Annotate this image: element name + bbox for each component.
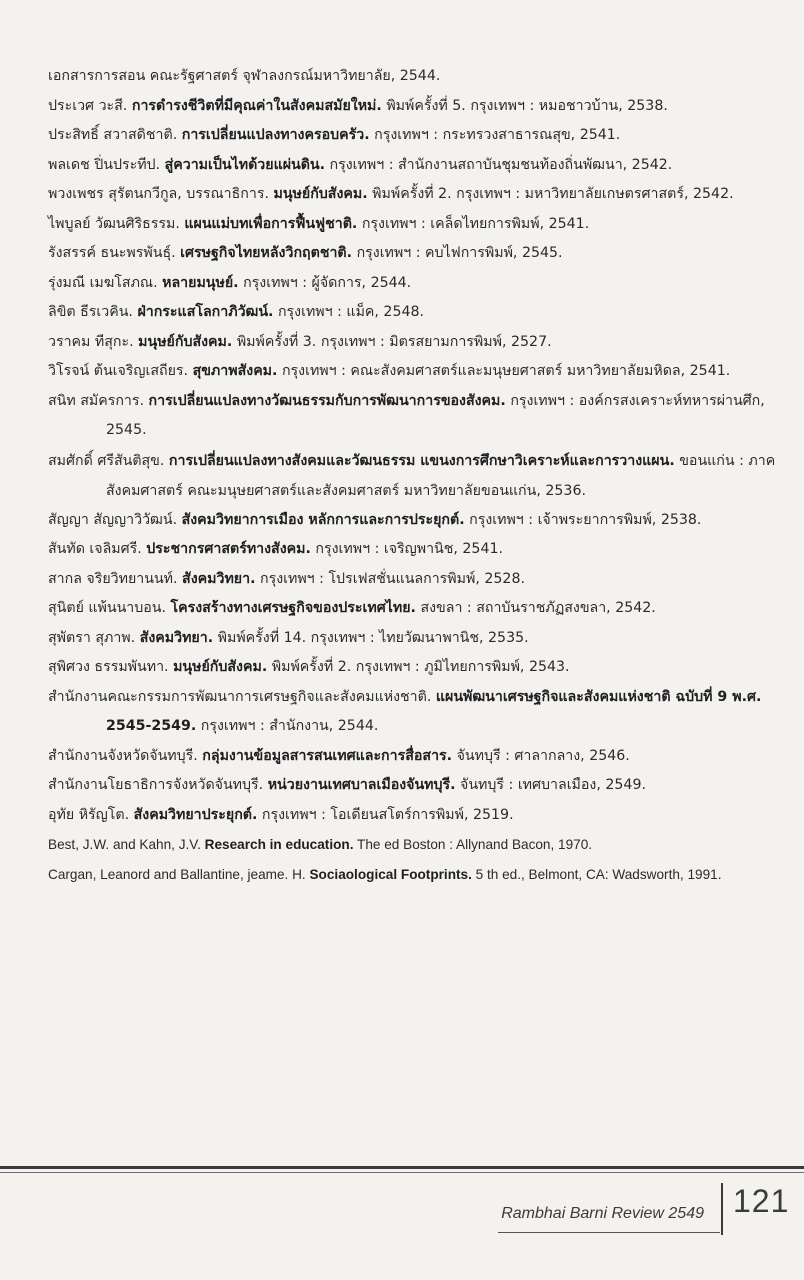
reference-entry: สำนักงานคณะกรรมการพัฒนาการเศรษฐกิจและสังคมแห่งชาติ. แผนพัฒนาเศรษฐกิจและสังคมแห่งชาติ ฉบับที่ 9 พ.ศ. 2545-2549. กรุงเทพฯ : สำนักงาน, 2544. [48, 688, 762, 734]
reference-entry: สัญญา สัญญาวิวัฒน์. สังคมวิทยาการเมือง หลักการและการประยุกต์. กรุงเทพฯ : เจ้าพระยาการพิมพ์, 2538. [48, 511, 702, 528]
page-number-divider [721, 1183, 723, 1235]
reference-entry: Cargan, Leanord and Ballantine, jeame. H. Sociaological Footprints. 5 th ed., Belmont, CA: Wadsworth, 1991. [48, 866, 722, 882]
reference-entry: วราคม ทีสุกะ. มนุษย์กับสังคม. พิมพ์ครั้งที่ 3. กรุงเทพฯ : มิตรสยามการพิมพ์, 2527. [48, 333, 552, 350]
reference-entry: สำนักงานโยธาธิการจังหวัดจันทบุรี. หน่วยงานเทศบาลเมืองจันทบุรี. จันทบุรี : เทศบาลเมือง, 2549. [48, 777, 646, 793]
reference-entry: สุนิตย์ แพ้นนาบอน. โครงสร้างทางเศรษฐกิจของประเทศไทย. สงขลา : สถาบันราชภัฏสงขลา, 2542. [48, 600, 656, 616]
reference-entry: พวงเพชร สุรัตนกวีกูล, บรรณาธิการ. มนุษย์กับสังคม. พิมพ์ครั้งที่ 2. กรุงเทพฯ : มหาวิทยาลัยเกษตรศาสตร์, 2542. [48, 186, 734, 202]
reference-entry: ลิขิต ธีรเวคิน. ฝ่ากระแสโลกาภิวัฒน์. กรุงเทพฯ : แม็ค, 2548. [48, 304, 425, 320]
reference-entry: สากล จริยวิทยานนท์. สังคมวิทยา. กรุงเทพฯ : โปรเฟสชั่นแนลการพิมพ์, 2528. [48, 570, 525, 587]
page-number: 121 [733, 1183, 790, 1219]
reference-entry: เอกสารการสอน คณะรัฐศาสตร์ จุฬาลงกรณ์มหาวิทยาลัย, 2544. [48, 68, 441, 84]
reference-entry: สันทัด เจลิมศรี. ประชากรศาสตร์ทางสังคม. กรุงเทพฯ : เจริญพานิช, 2541. [48, 541, 504, 557]
journal-title: Rambhai Barni Review 2549 [501, 1205, 704, 1222]
reference-entry: ไพบูลย์ วัฒนศิริธรรม. แผนแม่บทเพื่อการฟื้นฟูชาติ. กรุงเทพฯ : เคล็ดไทยการพิมพ์, 2541. [48, 215, 590, 232]
reference-entry: รังสรรค์ ธนะพรพันธุ์. เศรษฐกิจไทยหลังวิกฤตชาติ. กรุงเทพฯ : คบไฟการพิมพ์, 2545. [48, 245, 563, 261]
reference-entry: สุพิศวง ธรรมพันทา. มนุษย์กับสังคม. พิมพ์ครั้งที่ 2. กรุงเทพฯ : ภูมิไทยการพิมพ์, 2543. [48, 659, 570, 675]
reference-list [48, 62, 788, 889]
journal-underline [498, 1232, 720, 1233]
footer-rule-thin [0, 1172, 804, 1173]
reference-entry: อุทัย หิรัญโต. สังคมวิทยาประยุกต์. กรุงเทพฯ : โอเดียนสโตร์การพิมพ์, 2519. [48, 806, 514, 823]
reference-entry: ประเวศ วะสี. การดำรงชีวิตที่มีคุณค่าในสังคมสมัยใหม่. พิมพ์ครั้งที่ 5. กรุงเทพฯ : หมอชาวบ้าน, 2538. [48, 97, 668, 114]
reference-entry: สนิท สมัครการ. การเปลี่ยนแปลงทางวัฒนธรรมกับการพัฒนาการของสังคม. กรุงเทพฯ : องค์กรสงเคราะห์ทหารผ่านศึก, 2545. [48, 392, 765, 438]
reference-entry: พลเดช ปิ่นประทีป. สู่ความเป็นไทด้วยแผ่นดิน. กรุงเทพฯ : สำนักงานสถาบันชุมชนท้องถิ่นพัฒนา, 2542. [48, 156, 673, 173]
reference-entry: วิโรจน์ ต้นเจริญเสถียร. สุขภาพสังคม. กรุงเทพฯ : คณะสังคมศาสตร์และมนุษยศาสตร์ มหาวิทยาลัยมหิดล, 2541. [48, 363, 731, 379]
reference-entry: สุพัตรา สุภาพ. สังคมวิทยา. พิมพ์ครั้งที่ 14. กรุงเทพฯ : ไทยวัฒนาพานิช, 2535. [48, 629, 529, 646]
reference-entry: รุ่งมณี เมฆโสภณ. หลายมนุษย์. กรุงเทพฯ : ผู้จัดการ, 2544. [48, 274, 412, 291]
footer-rule [0, 1166, 804, 1169]
reference-entry: สำนักงานจังหวัดจันทบุรี. กลุ่มงานข้อมูลสารสนเทศและการสื่อสาร. จันทบุรี : ศาลากลาง, 2546. [48, 747, 630, 764]
reference-entry: Best, J.W. and Kahn, J.V. Research in education. The ed Boston : Allynand Bacon, 1970. [48, 837, 593, 852]
reference-entry: ประสิทธิ์ สวาสดิชาติ. การเปลี่ยนแปลงทางครอบครัว. กรุงเทพฯ : กระทรวงสาธารณสุข, 2541. [48, 127, 621, 143]
reference-entry: สมศักดิ์ ศรีสันติสุข. การเปลี่ยนแปลงทางสังคมและวัฒนธรรม แขนงการศึกษาวิเคราะห์และการวางแผน. ขอนแก่น : ภาคสังคมศาสตร์ คณะมนุษยศาสตร์และสังคมศาสตร์ มหาวิทยาลัยขอนแก่น, 2536. [48, 452, 776, 499]
